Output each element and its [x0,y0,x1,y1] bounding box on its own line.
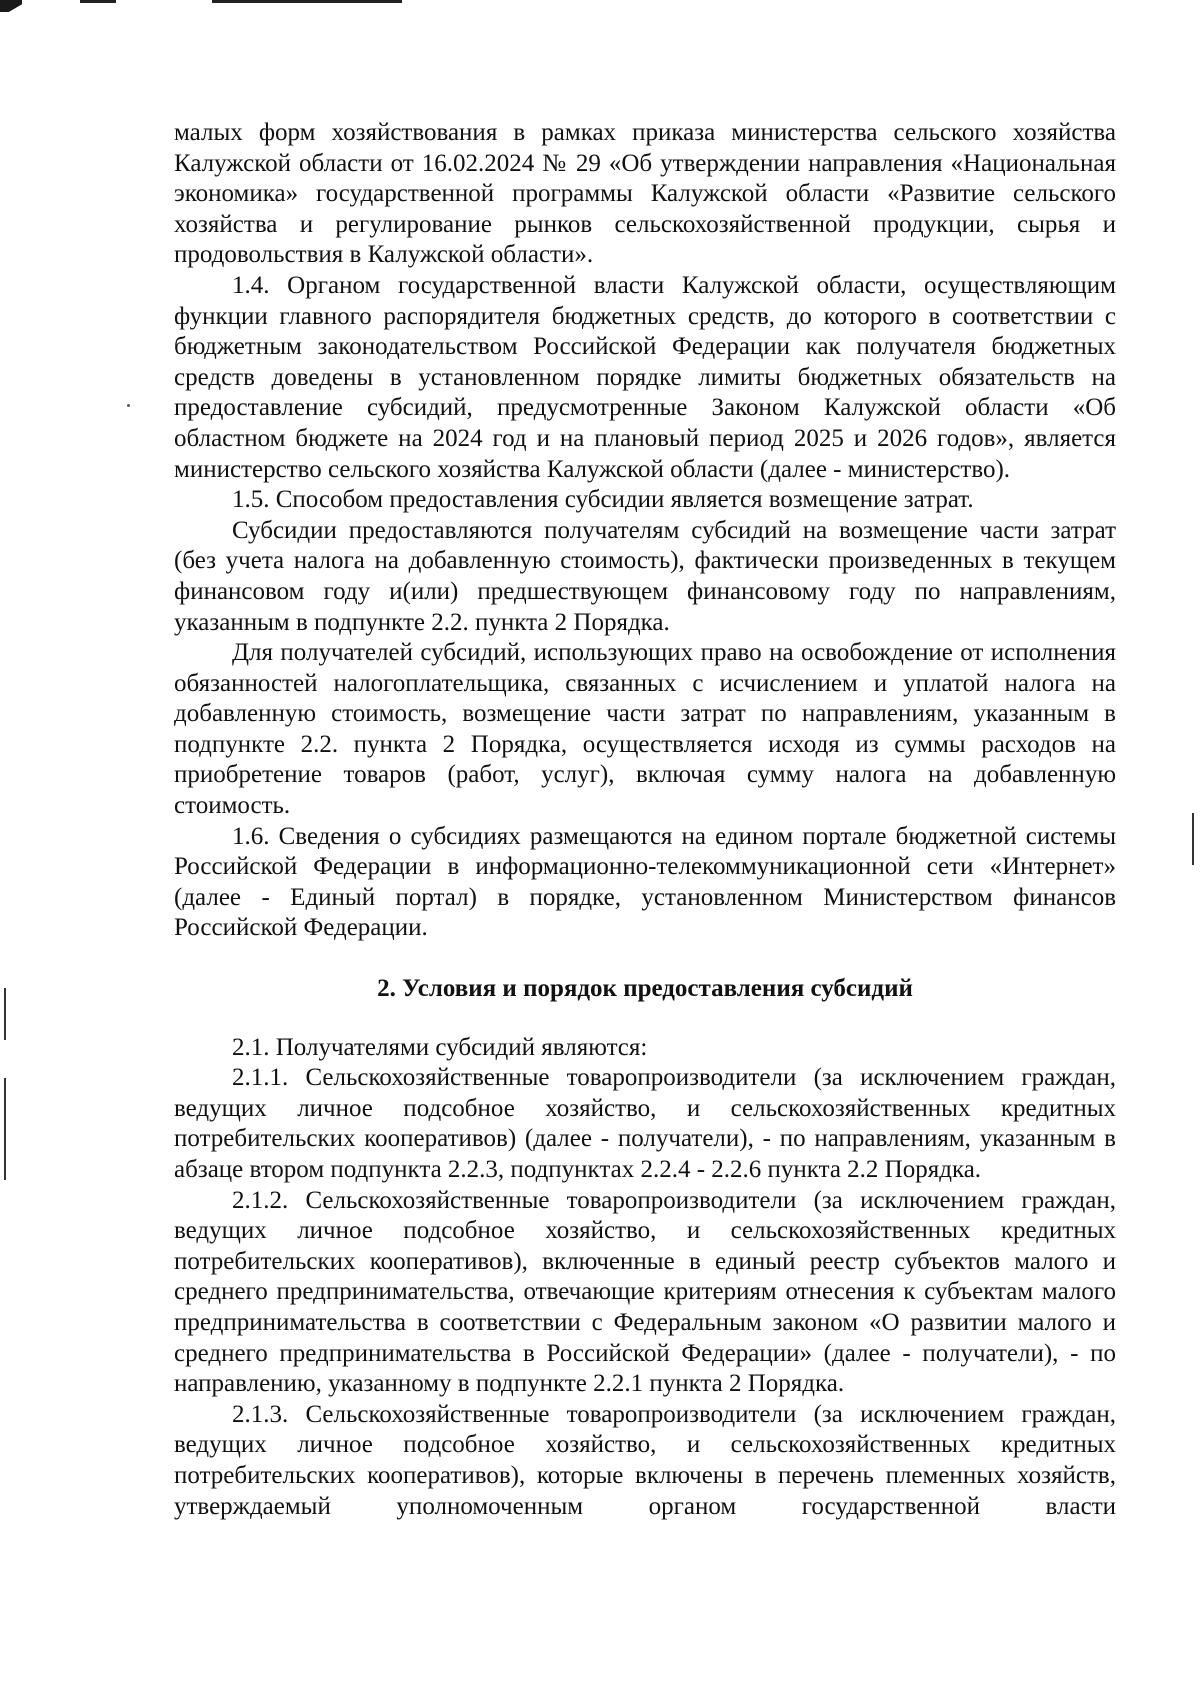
scan-artifact-left-edge-1 [4,988,6,1040]
scan-artifact-right-edge [1192,813,1194,865]
paragraph-2-1-1: 2.1.1. Сельскохозяйственные товаропроизводители (за исключением граждан, ведущих личное подсобное хозяйство, и сельскохозяйственных кредитных потребительских кооперативов) (далее - получатели), - по направлениям, указанным в абзаце втором подпункта 2.2.3, подпунктах 2.2.4 - 2.2.6 пункта 2.2 Порядка. [174,1064,1116,1183]
paragraph-1-4: 1.4. Органом государственной власти Калужской области, осуществляющим функции главного распорядителя бюджетных средств, до которого в соответствии с бюджетным законодательством Российской Федерации как получателя бюджетных средств доведены в установленном порядке лимиты бюджетных обязательств на предоставление субсидий, предусмотренные Законом Калужской области «Об областном бюджете на 2024 год и на плановый период 2025 и 2026 годов», является министерство сельского хозяйства Калужской области (далее - министерство). [174,271,1116,483]
scan-artifact-top-line-2 [212,0,402,3]
scan-artifact-left-edge-2 [4,1078,6,1180]
paragraph-1-6: 1.6. Сведения о субсидиях размещаются на едином портале бюджетной системы Российской Федерации в информационно-телекоммуникационной сети «Интернет» (далее - Единый портал) в порядке, установленном Министерством финансов Российской Федерации. [174,822,1116,942]
section-heading: 2. Условия и порядок предоставления субсидий [377,975,913,1003]
paragraph-1-5: 1.5. Способом предоставления субсидии является возмещение затрат. [232,486,974,514]
paragraph-vat-exemption: Для получателей субсидий, использующих право на освобождение от исполнения обязанностей налогоплательщика, связанных с исчислением и уплатой налога на добавленную стоимость, возмещение части затрат по направлениям, указанным в подпункте 2.2. пункта 2 Порядка, осуществляется исходя из суммы расходов на приобретение товаров (работ, услуг), включая сумму налога на добавленную стоимость. [174,639,1116,820]
scan-artifact-top-line-1 [80,0,116,3]
scan-artifact-dot [127,404,130,407]
paragraph-2-1-3: 2.1.3. Сельскохозяйственные товаропроизводители (за исключением граждан, ведущих личное подсобное хозяйство, и сельскохозяйственных кредитных потребительских кооперативов), которые включены в перечень племенных хозяйств, утверждаемый уполномоченным органом государственной власти [174,1400,1116,1520]
document-body [174,118,1116,1522]
scan-artifact-corner [0,0,22,12]
paragraph-continuation: малых форм хозяйствования в рамках приказа министерства сельского хозяйства Калужской области от 16.02.2024 № 29 «Об утверждении направления «Национальная экономика» государственной программы Калужской области «Развитие сельского хозяйства и регулирование рынков сельскохозяйственной продукции, сырья и продовольствия в Калужской области». [174,119,1116,269]
paragraph-subsidies: Субсидии предоставляются получателям субсидий на возмещение части затрат (без учета налога на добавленную стоимость), фактически произведенных в текущем финансовом году и(или) предшествующем финансовому году по направлениям, указанным в подпункте 2.2. пункта 2 Порядка. [174,516,1116,636]
paragraph-2-1-2: 2.1.2. Сельскохозяйственные товаропроизводители (за исключением граждан, ведущих личное подсобное хозяйство, и сельскохозяйственных кредитных потребительских кооперативов), включенные в единый реестр субъектов малого и среднего предпринимательства, отвечающие критериям отнесения к субъектам малого предпринимательства в соответствии с Федеральным законом «О развитии малого и среднего предпринимательства в Российской Федерации» (далее - получатели), - по направлению, указанному в подпункте 2.2.1 пункта 2 Порядка. [174,1186,1116,1398]
paragraph-2-1: 2.1. Получателями субсидий являются: [232,1033,648,1061]
